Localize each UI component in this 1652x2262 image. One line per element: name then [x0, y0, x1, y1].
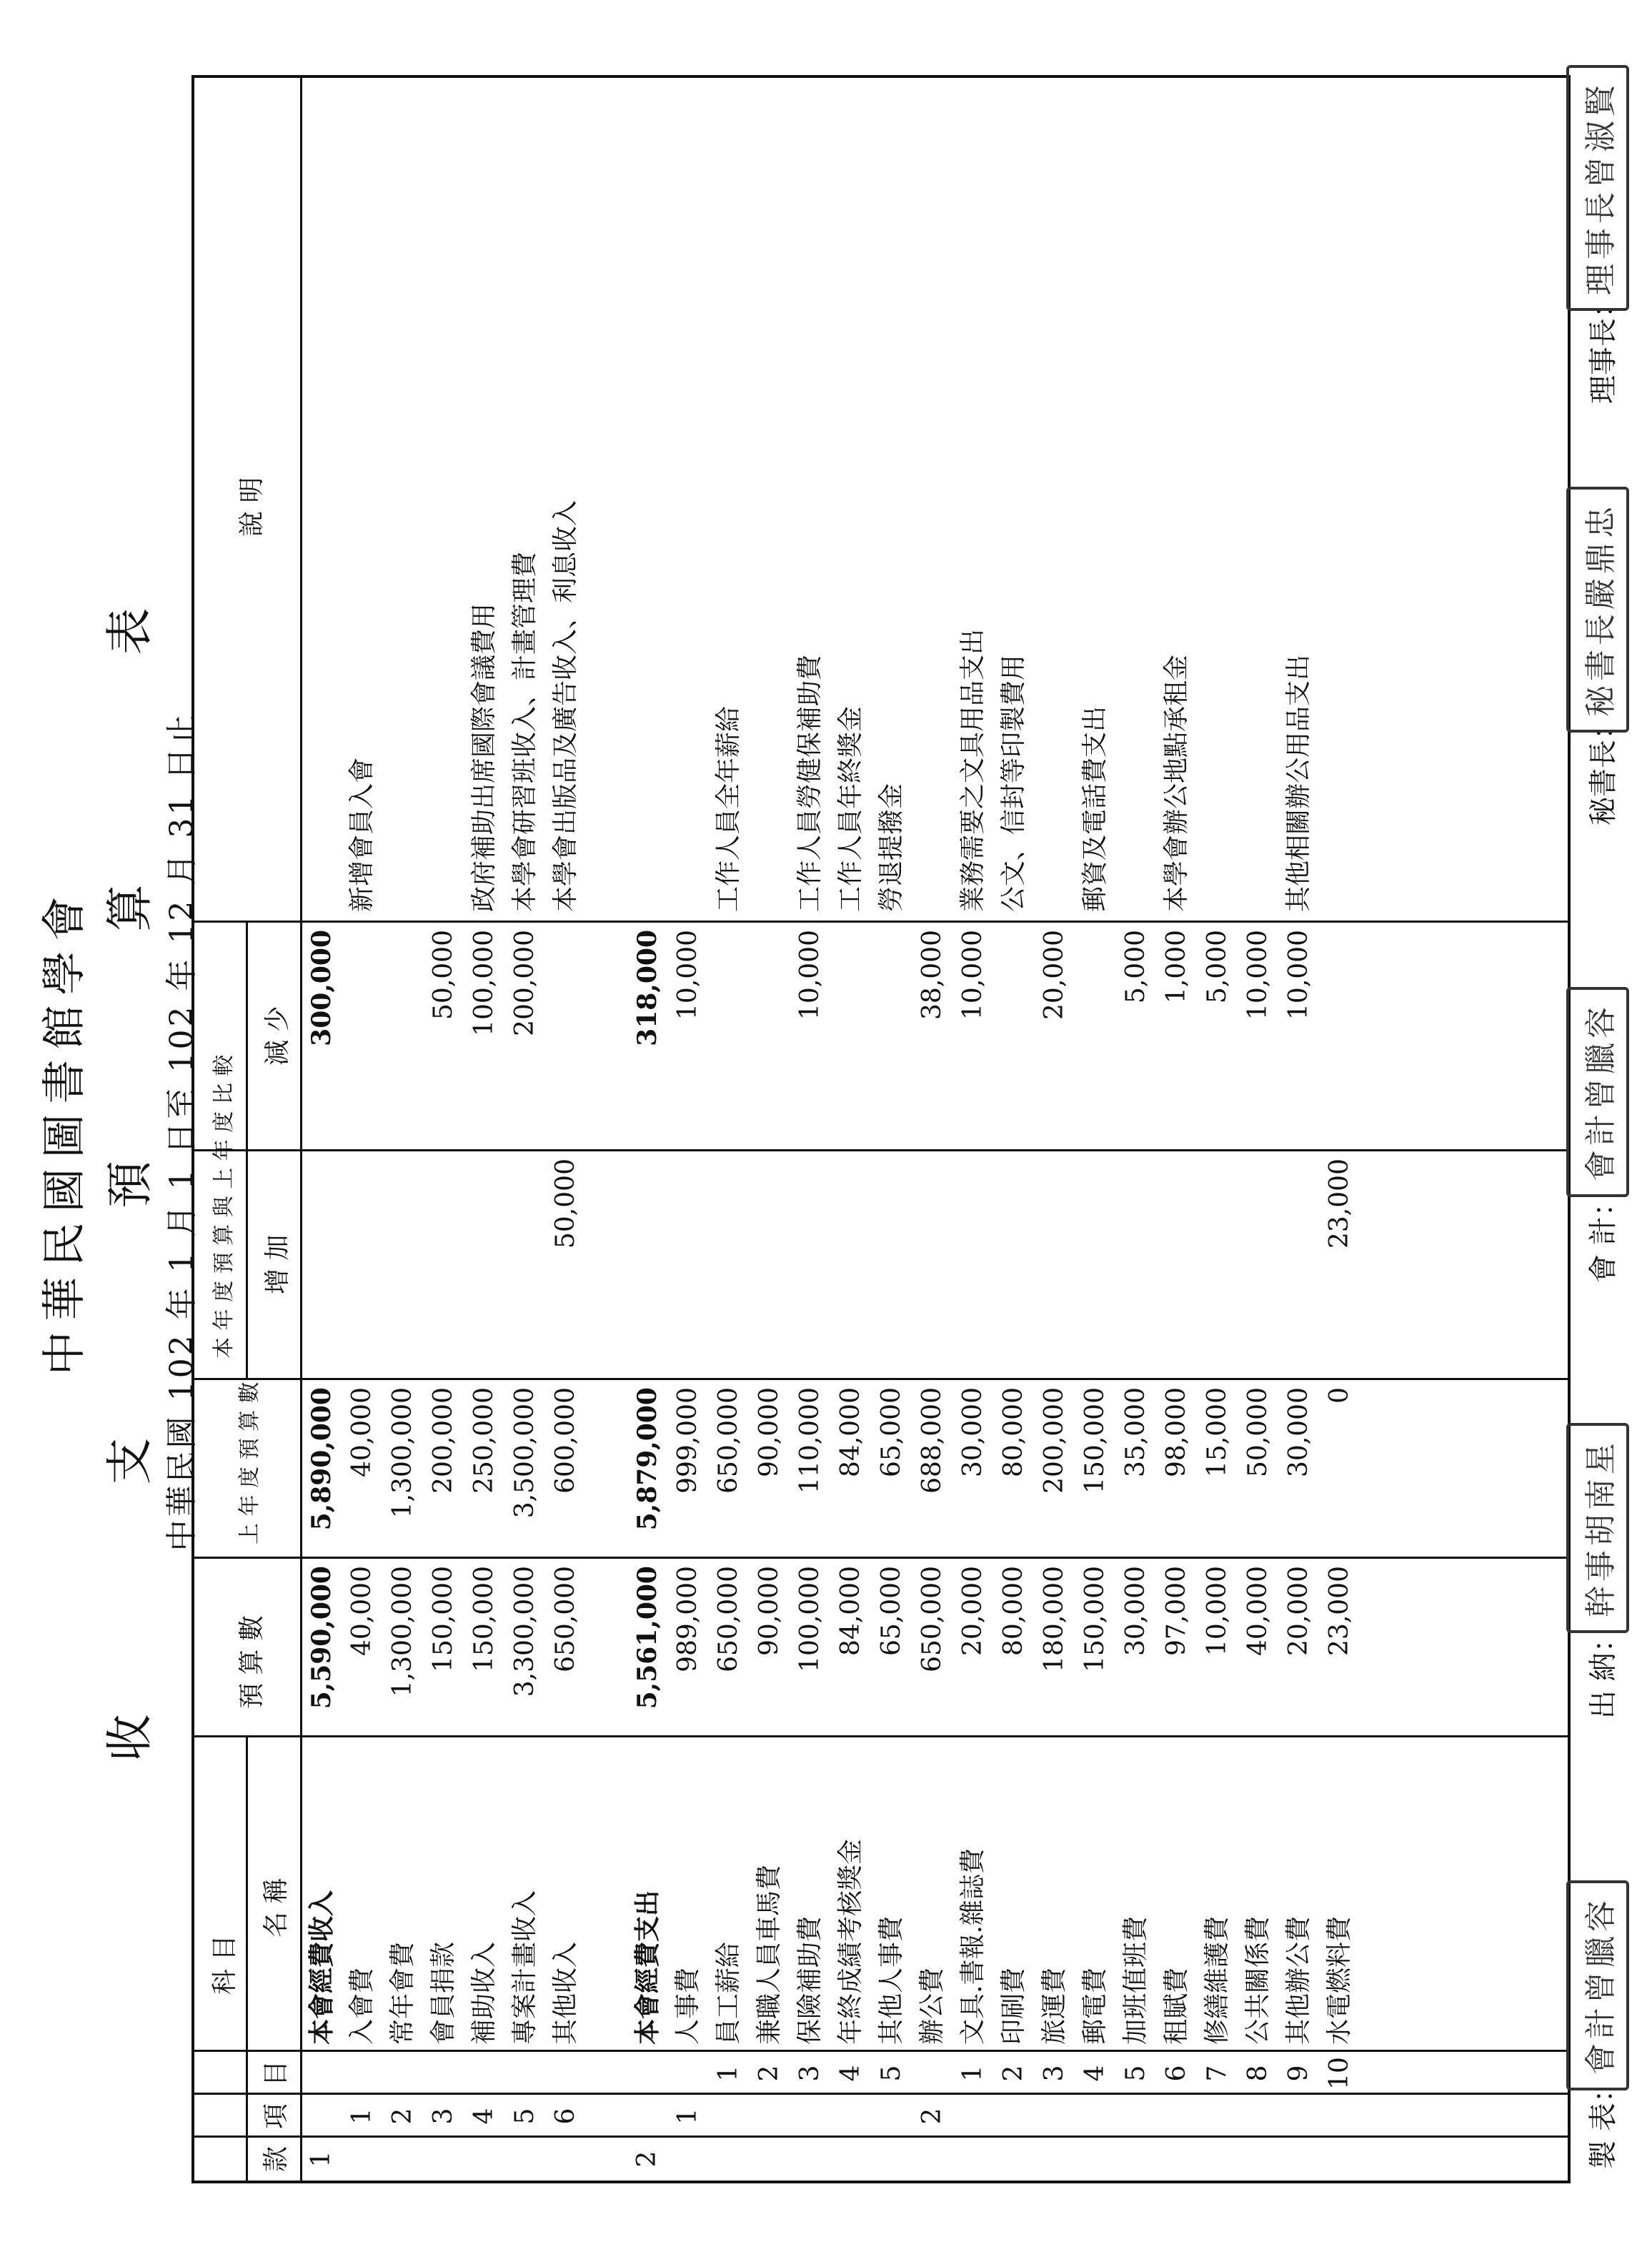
- table-row: [507, 78, 544, 2181]
- table-row: [384, 78, 422, 2181]
- cell-name: 專案計畫收入: [510, 1890, 539, 2045]
- cell-budget: 150,000: [429, 1566, 458, 1672]
- cell-prev: 650,000: [714, 1387, 743, 1494]
- cell-dec: 300,000: [307, 930, 337, 1046]
- table-row: [1199, 78, 1236, 2181]
- preparer-label: 製 表：: [1587, 2074, 1620, 2169]
- cell-dec: 10,000: [1284, 930, 1313, 1020]
- cell-mu: 3: [1040, 2065, 1069, 2082]
- cell-mu: 2: [755, 2065, 784, 2082]
- cell-dec: 50,000: [429, 930, 458, 1020]
- cell-xiang: 1: [347, 2108, 377, 2125]
- cell-budget: 1,300,000: [388, 1566, 417, 1697]
- cell-budget: 20,000: [958, 1566, 987, 1656]
- cell-prev: 250,000: [469, 1387, 499, 1494]
- cell-prev: 150,000: [1080, 1387, 1110, 1494]
- table-row: [425, 78, 462, 2181]
- cell-mu: 1: [714, 2065, 743, 2082]
- table-row: [670, 78, 707, 2181]
- table-row: [1158, 78, 1195, 2181]
- cell-prev: 1,300,000: [388, 1387, 417, 1519]
- table-row: [832, 78, 870, 2181]
- cell-kuan: 1: [307, 2151, 336, 2168]
- header-comparison: 本 年 度 預 算 與 上 年 度 比 較: [212, 1054, 237, 1359]
- table-row: [629, 78, 666, 2181]
- cell-note: 本學會辦公地點承租金: [1162, 654, 1191, 912]
- cell-note: 勞退提撥金: [877, 783, 906, 912]
- cell-prev: 65,000: [877, 1387, 906, 1477]
- table-row: [792, 78, 829, 2181]
- budget-table: [191, 75, 1571, 2183]
- table-row: [588, 78, 625, 2181]
- table-row: [1036, 78, 1073, 2181]
- cell-name: 辦公費: [917, 1967, 947, 2045]
- cell-mu: 7: [1203, 2065, 1232, 2082]
- cell-dec: 20,000: [1040, 930, 1069, 1020]
- cell-budget: 97,000: [1162, 1566, 1191, 1656]
- cell-mu: 8: [1243, 2065, 1273, 2082]
- cell-prev: 5,890,000: [307, 1387, 337, 1531]
- cell-inc: 23,000: [1325, 1159, 1354, 1249]
- cashier-label: 出 納：: [1587, 1624, 1620, 1719]
- subject-divider: [246, 1737, 248, 2181]
- cell-name: 其他收入: [551, 1941, 580, 2045]
- cell-prev: 90,000: [755, 1387, 784, 1477]
- cell-prev: 30,000: [958, 1387, 987, 1477]
- table-row: [873, 78, 910, 2181]
- cell-xiang: 5: [510, 2108, 539, 2125]
- cell-name: 年終成績考核獎金: [836, 1838, 865, 2045]
- header-increase: 增 加: [263, 1234, 292, 1294]
- cell-dec: 38,000: [917, 930, 947, 1020]
- cell-name: 入會費: [347, 1967, 377, 2045]
- cell-budget: 10,000: [1203, 1566, 1232, 1656]
- cell-inc: 50,000: [551, 1159, 580, 1249]
- table-row: [547, 78, 584, 2181]
- cell-name: 文具.書報.雜誌費: [958, 1848, 987, 2045]
- cell-mu: 5: [1121, 2065, 1150, 2082]
- cell-prev: 3,500,000: [510, 1387, 539, 1519]
- cell-budget: 30,000: [1121, 1566, 1150, 1656]
- secretary-label: 秘書長：: [1587, 711, 1620, 825]
- cell-name: 印刷費: [999, 1967, 1028, 2045]
- cell-budget: 90,000: [755, 1566, 784, 1656]
- table-row: [344, 78, 381, 2181]
- table-row: [955, 78, 992, 2181]
- header-name: 名 稱: [262, 1877, 291, 1938]
- cell-mu: 2: [999, 2065, 1028, 2082]
- cell-budget: 23,000: [1325, 1566, 1354, 1656]
- cell-dec: 318,000: [632, 930, 662, 1046]
- table-row: [1077, 78, 1114, 2181]
- cell-budget: 80,000: [999, 1566, 1028, 1656]
- cell-prev: 15,000: [1203, 1387, 1232, 1477]
- cell-name: 其他辦公費: [1284, 1915, 1313, 2045]
- cell-dec: 10,000: [673, 930, 702, 1020]
- cell-budget: 20,000: [1284, 1566, 1313, 1656]
- table-row: [710, 78, 747, 2181]
- cell-dec: 5,000: [1203, 930, 1232, 1004]
- cell-name: 本會經費收入: [307, 1890, 337, 2045]
- cell-prev: 35,000: [1121, 1387, 1150, 1477]
- secretary-stamp: 秘書長嚴鼎忠: [1566, 487, 1629, 733]
- table-row: [466, 78, 503, 2181]
- cell-xiang: 6: [551, 2108, 580, 2125]
- header-xiang: 項: [262, 2103, 291, 2129]
- cell-dec: 200,000: [510, 930, 539, 1036]
- header-divider: [300, 78, 302, 2181]
- cell-dec: 10,000: [958, 930, 987, 1020]
- cell-budget: 5,561,000: [632, 1566, 662, 1710]
- cell-note: 工作人員年終獎金: [836, 705, 865, 912]
- cell-budget: 3,300,000: [510, 1566, 539, 1697]
- cell-name: 補助收入: [469, 1941, 499, 2045]
- cell-note: 業務需要之文具用品支出: [958, 628, 987, 912]
- cell-prev: 80,000: [999, 1387, 1028, 1477]
- header-notes: 說 明: [237, 477, 267, 537]
- cell-budget: 989,000: [673, 1566, 702, 1672]
- cell-dec: 100,000: [469, 930, 499, 1036]
- cell-name: 加班值班費: [1121, 1915, 1150, 2045]
- cell-xiang: 2: [917, 2108, 947, 2125]
- cell-prev: 84,000: [836, 1387, 865, 1477]
- table-row: [1321, 78, 1358, 2181]
- cashier-stamp: 幹事胡南星: [1566, 1423, 1629, 1633]
- cell-prev: 110,000: [795, 1387, 825, 1494]
- budget-period: 中華民國 102 年 1 月 1 日至 102 年 12 月 31 日止: [164, 710, 200, 1552]
- cell-note: 本學會研習班收入、計畫管理費: [510, 551, 539, 912]
- cell-note: 新增會員入會: [347, 757, 377, 912]
- table-row: [303, 78, 340, 2181]
- cell-mu: 5: [877, 2065, 906, 2082]
- cell-dec: 10,000: [1243, 930, 1273, 1020]
- table-row: [1240, 78, 1277, 2181]
- cell-prev: 30,000: [1284, 1387, 1313, 1477]
- header-prev-budget: 上 年 度 預 算 數: [237, 1381, 262, 1544]
- cell-name: 常年會費: [388, 1941, 417, 2045]
- cell-prev: 200,000: [429, 1387, 458, 1494]
- cell-xiang: 4: [469, 2108, 499, 2125]
- cell-prev: 50,000: [1243, 1387, 1273, 1477]
- cell-kuan: 2: [632, 2151, 662, 2168]
- cell-name: 兼職人員車馬費: [755, 1864, 784, 2045]
- organization-name: 中華民國圖書館學會: [38, 886, 90, 1376]
- cell-mu: 4: [1080, 2065, 1110, 2082]
- cell-mu: 4: [836, 2065, 865, 2082]
- cell-budget: 150,000: [1080, 1566, 1110, 1672]
- cell-prev: 600,000: [551, 1387, 580, 1494]
- header-budget: 預 算 數: [237, 1615, 267, 1709]
- preparer-stamp: 會計曾臘容: [1566, 1880, 1629, 2090]
- cell-budget: 650,000: [917, 1566, 947, 1672]
- director-stamp: 理事長曾淑賢: [1566, 65, 1629, 311]
- cell-mu: 9: [1284, 2065, 1313, 2082]
- header-kuan: 款: [262, 2146, 291, 2172]
- cell-note: 郵資及電話費支出: [1080, 705, 1110, 912]
- cell-name: 本會經費支出: [632, 1890, 662, 2045]
- cell-name: 水電燃料費: [1325, 1915, 1354, 2045]
- cell-note: 工作人員全年薪給: [714, 705, 743, 912]
- cell-xiang: 2: [388, 2108, 417, 2125]
- cell-mu: 3: [795, 2065, 825, 2082]
- table-row: [914, 78, 951, 2181]
- cell-mu: 1: [958, 2065, 987, 2082]
- header-subject: 科 目: [210, 1935, 239, 1995]
- cell-budget: 40,000: [347, 1566, 377, 1656]
- cell-budget: 180,000: [1040, 1566, 1069, 1672]
- accountant-label: 會 計：: [1587, 1188, 1620, 1283]
- cell-prev: 688,000: [917, 1387, 947, 1494]
- cell-name: 郵電費: [1080, 1967, 1110, 2045]
- cell-name: 旅運費: [1040, 1967, 1069, 2045]
- cell-budget: 40,000: [1243, 1566, 1273, 1656]
- cell-note: 公文、信封等印製費用: [999, 654, 1028, 912]
- table-row: [1118, 78, 1155, 2181]
- cell-budget: 65,000: [877, 1566, 906, 1656]
- cell-note: 其他相關辦公用品支出: [1284, 654, 1313, 912]
- cell-budget: 100,000: [795, 1566, 825, 1672]
- cell-budget: 650,000: [551, 1566, 580, 1672]
- cell-note: 工作人員勞健保補助費: [795, 654, 825, 912]
- cell-dec: 10,000: [795, 930, 825, 1020]
- table-row: [995, 78, 1032, 2181]
- header-mu: 目: [262, 2060, 291, 2086]
- cell-prev: 200,000: [1040, 1387, 1069, 1494]
- cell-name: 其他人事費: [877, 1915, 906, 2045]
- cell-xiang: 3: [429, 2108, 458, 2125]
- accountant-stamp: 會計曾臘容: [1566, 987, 1629, 1197]
- cell-prev: 0: [1325, 1387, 1354, 1404]
- comparison-divider: [246, 923, 248, 1380]
- cell-prev: 999,000: [673, 1387, 702, 1494]
- cell-note: 政府補助出席國際會議費用: [469, 602, 499, 912]
- table-row: [751, 78, 788, 2181]
- director-label: 理事長：: [1587, 289, 1620, 404]
- cell-name: 保險補助費: [795, 1915, 825, 2045]
- cell-name: 修繕維護費: [1203, 1915, 1232, 2045]
- cell-budget: 5,590,000: [307, 1566, 337, 1710]
- cell-mu: 6: [1162, 2065, 1191, 2082]
- cell-name: 人事費: [673, 1967, 702, 2045]
- cell-budget: 650,000: [714, 1566, 743, 1672]
- cell-mu: 10: [1325, 2057, 1354, 2090]
- cell-prev: 40,000: [347, 1387, 377, 1477]
- cell-name: 租賦費: [1162, 1967, 1191, 2045]
- document-title: 收 支 預 算 表: [102, 500, 157, 1762]
- cell-prev: 98,000: [1162, 1387, 1191, 1477]
- table-row: [1280, 78, 1318, 2181]
- cell-name: 員工薪給: [714, 1941, 743, 2045]
- cell-budget: 150,000: [469, 1566, 499, 1672]
- cell-name: 公共關係費: [1243, 1915, 1273, 2045]
- cell-dec: 1,000: [1162, 930, 1191, 1004]
- cell-name: 會員捐款: [429, 1941, 458, 2045]
- cell-budget: 84,000: [836, 1566, 865, 1656]
- cell-note: 本學會出版品及廣告收入、利息收入: [551, 500, 580, 912]
- header-decrease: 減 少: [263, 1006, 292, 1066]
- cell-xiang: 1: [673, 2108, 702, 2125]
- cell-dec: 5,000: [1121, 930, 1150, 1004]
- cell-prev: 5,879,000: [632, 1387, 662, 1531]
